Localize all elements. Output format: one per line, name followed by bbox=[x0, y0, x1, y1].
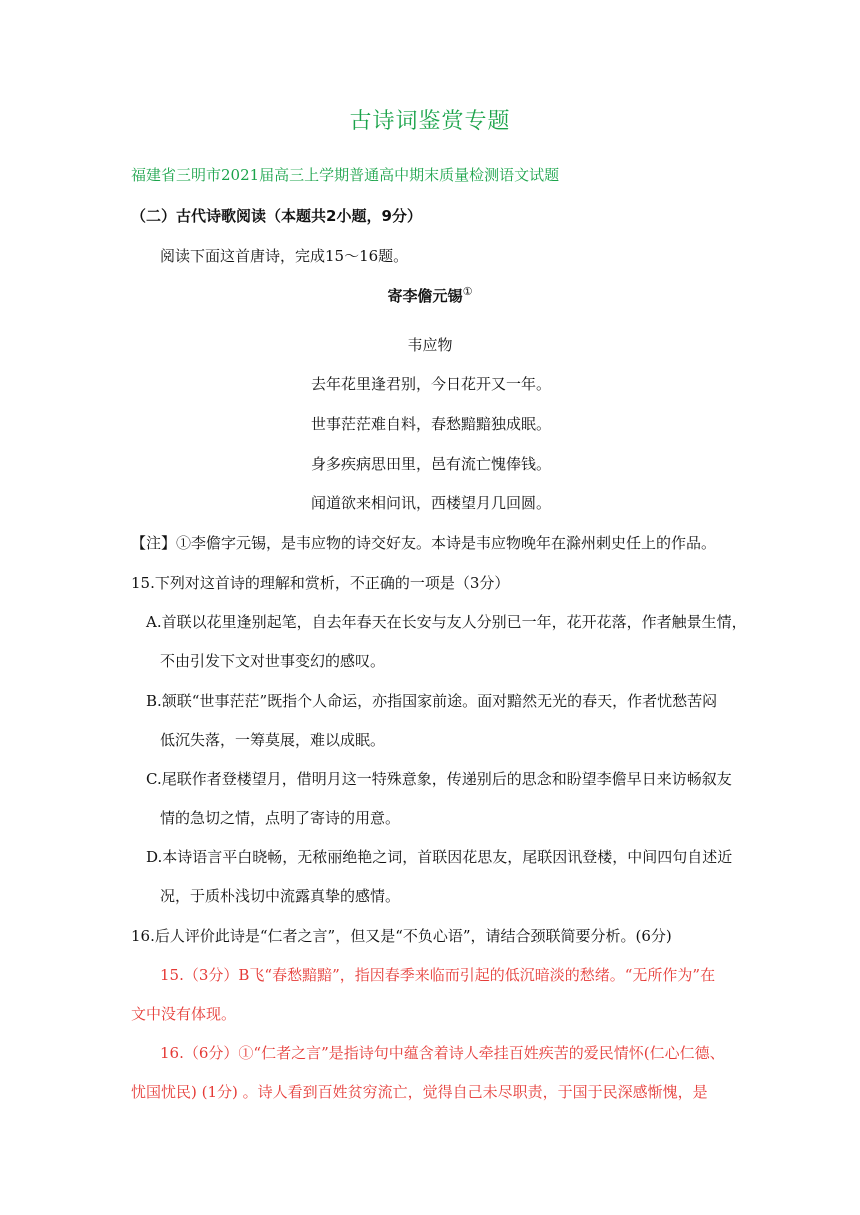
poem-title bbox=[0, 285, 860, 306]
poem-line: 世事茫茫难自料，春愁黯黯独成眠。 bbox=[311, 415, 552, 433]
question-16-stem: 16.后人评价此诗是“仁者之言”，但又是“不负心语”，请结合颈联简要分析。(6分) bbox=[131, 927, 672, 945]
document-title: 古诗词鉴赏专题 bbox=[349, 109, 511, 134]
footnote-mark: ① bbox=[462, 285, 473, 298]
answer-15: 15.（3分）B飞“春愁黯黯”，指因春季来临而引起的低沉暗淡的愁绪。“无所作为”在 bbox=[160, 966, 716, 984]
poem-line: 去年花里逢君别，今日花开又一年。 bbox=[311, 375, 552, 393]
poem-note: 【注】①李儋字元锡，是韦应物的诗交好友。本诗是韦应物晚年在滁州刺史任上的作品。 bbox=[131, 534, 717, 552]
section-heading: （二）古代诗歌阅读（本题共2小题，9分） bbox=[131, 207, 422, 225]
question-15-stem: 15.下列对这首诗的理解和赏析，不正确的一项是（3分） bbox=[131, 574, 510, 592]
answer-16-continued: 忧国忧民) (1分) 。诗人看到百姓贫穷流亡，觉得自己未尽职责，于国于民深感惭愧，是 bbox=[131, 1083, 708, 1101]
poem-title-text: 寄李儋元锡 bbox=[387, 287, 463, 305]
option-b: B.颔联“世事茫茫”既指个人命运，亦指国家前途。面对黯然无光的春天，作者忧愁苦闷 bbox=[146, 692, 718, 710]
option-c-continued: 情的急切之情，点明了寄诗的用意。 bbox=[160, 809, 401, 827]
option-a: A.首联以花里逢别起笔，自去年春天在长安与友人分别已一年，花开花落，作者触景生情， bbox=[146, 613, 747, 631]
option-b-continued: 低沉失落，一筹莫展，难以成眠。 bbox=[160, 731, 386, 749]
answer-16: 16.（6分）①“仁者之言”是指诗句中蕴含着诗人牵挂百姓疾苦的爱民情怀(仁心仁德、 bbox=[160, 1044, 725, 1062]
option-d-continued: 况，于质朴浅切中流露真挚的感情。 bbox=[160, 887, 401, 905]
option-a-continued: 不由引发下文对世事变幻的感叹。 bbox=[160, 652, 386, 670]
poem-author: 韦应物 bbox=[407, 336, 453, 354]
option-c: C.尾联作者登楼望月，借明月这一特殊意象，传递别后的思念和盼望李儋早日来访畅叙友 bbox=[146, 770, 732, 788]
exam-source: 福建省三明市2021届高三上学期普通高中期末质量检测语文试题 bbox=[131, 166, 560, 184]
poem-line: 身多疾病思田里，邑有流亡愧俸钱。 bbox=[311, 455, 552, 473]
answer-15-continued: 文中没有体现。 bbox=[131, 1005, 237, 1023]
reading-instruction: 阅读下面这首唐诗，完成15～16题。 bbox=[160, 247, 409, 265]
poem-line: 闻道欲来相问讯，西楼望月几回圆。 bbox=[311, 494, 552, 512]
option-d: D.本诗语言平白晓畅，无秾丽绝艳之词，首联因花思友，尾联因讯登楼，中间四句自述近 bbox=[146, 848, 733, 866]
